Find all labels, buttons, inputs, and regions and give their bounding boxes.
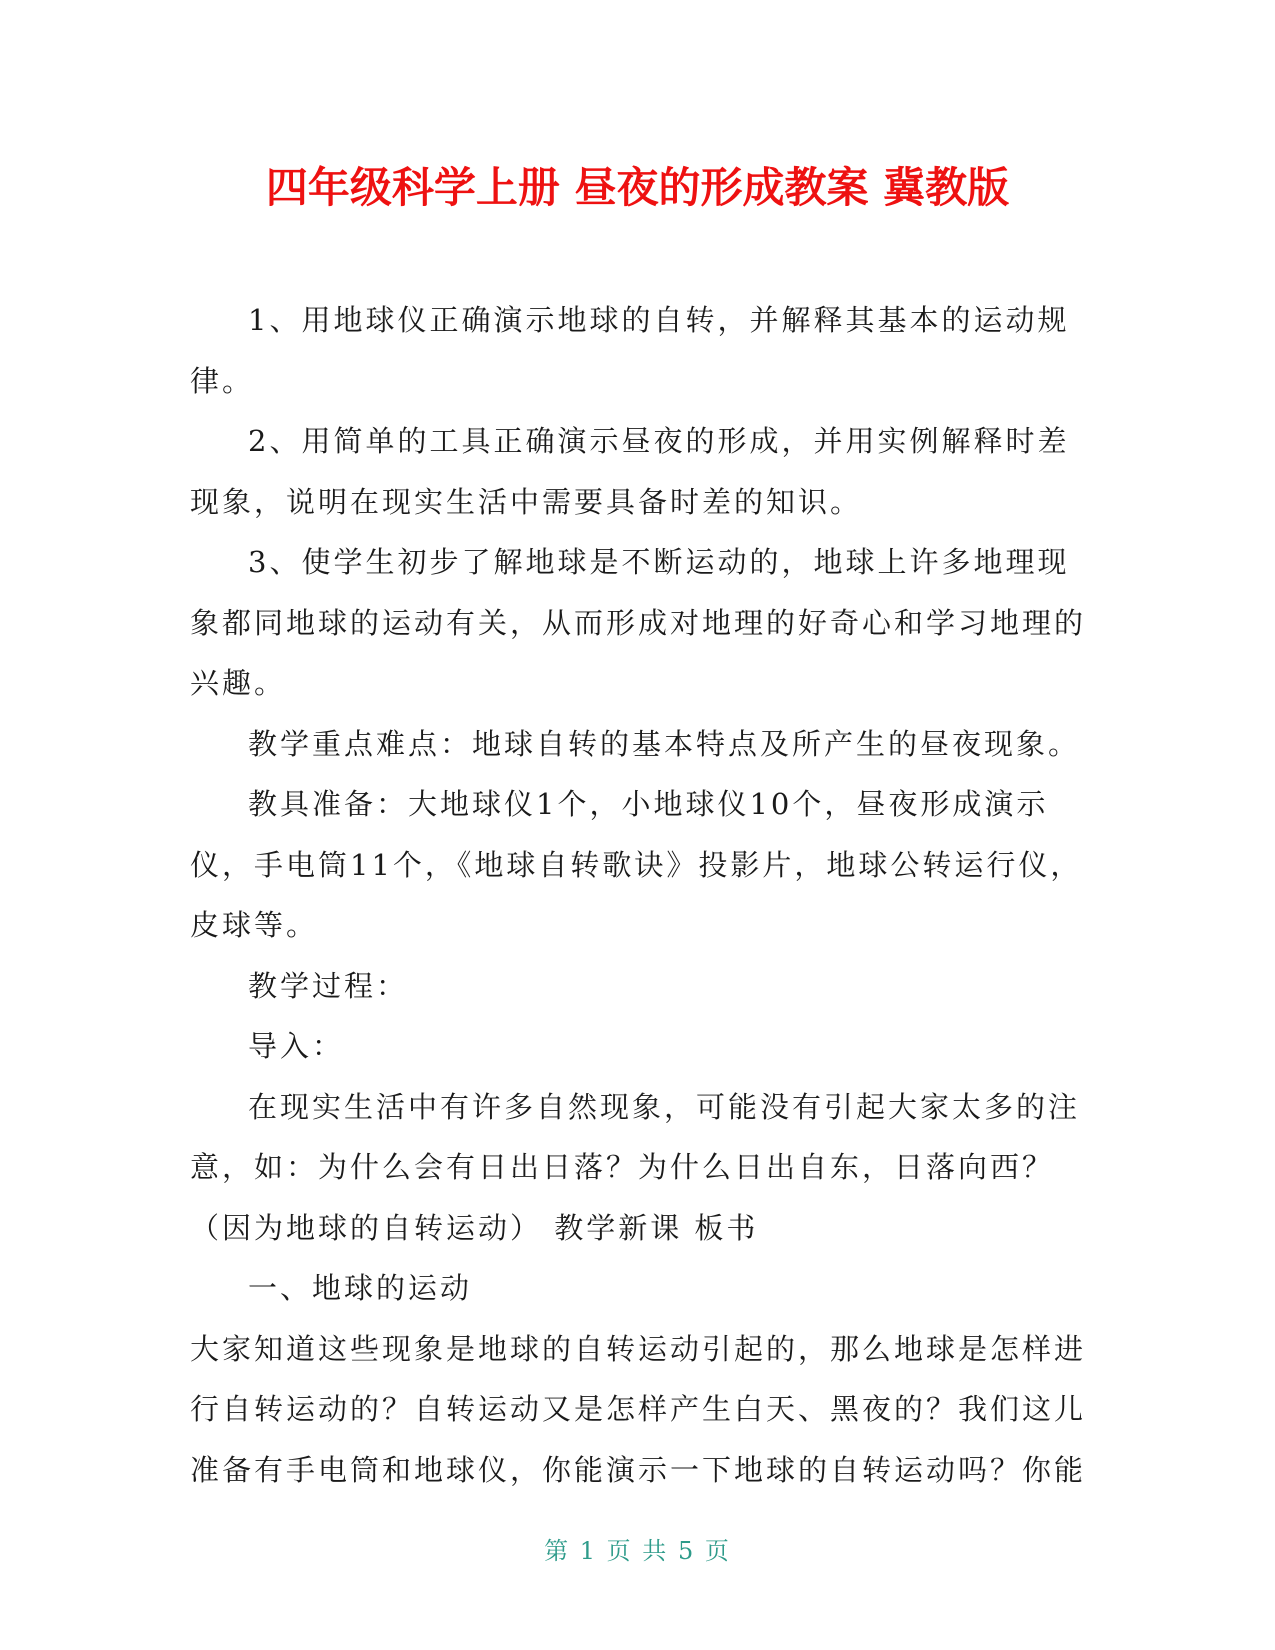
paragraph-process-heading: 教学过程：	[248, 968, 409, 1003]
paragraph-intro: 在现实生活中有许多自然现象，可能没有引起大家太多的注意，如：为什么会有日出日落？为什么日出自东，日落向西？（因为地球的自转运动） 教学新课 板书	[190, 1089, 1081, 1245]
paragraph-teaching-aids: 教具准备：大地球仪1个，小地球仪10个，昼夜形成演示仪，手电筒11个，《地球自转歌诀》投影片，地球公转运行仪，皮球等。	[190, 787, 1083, 942]
paragraph-objective-2: 2、用简单的工具正确演示昼夜的形成，并用实例解释时差现象，说明在现实生活中需要具备时差的知识。	[190, 424, 1070, 519]
page-footer: 第 1 页 共 5 页	[544, 1537, 731, 1565]
document-body	[190, 290, 1090, 1500]
paragraph-objective-1: 1、用地球仪正确演示地球的自转，并解释其基本的运动规律。	[190, 303, 1070, 398]
paragraph-key-points: 教学重点难点：地球自转的基本特点及所产生的昼夜现象。	[248, 726, 1081, 761]
paragraph-objective-3: 3、使学生初步了解地球是不断运动的，地球上许多地理现象都同地球的运动有关，从而形成对地理的好奇心和学习地理的兴趣。	[190, 545, 1087, 700]
document-title: 四年级科学上册 昼夜的形成教案 冀教版	[265, 163, 1010, 212]
paragraph-earth-rotation: 大家知道这些现象是地球的自转运动引起的，那么地球是怎样进行自转运动的？自转运动又是怎样产生白天、黑夜的？我们这儿准备有手电筒和地球仪，你能演示一下地球的自转运动吗？你能	[190, 1331, 1087, 1487]
paragraph-intro-heading: 导入：	[248, 1029, 345, 1063]
paragraph-section-heading: 一、地球的运动	[248, 1271, 473, 1305]
